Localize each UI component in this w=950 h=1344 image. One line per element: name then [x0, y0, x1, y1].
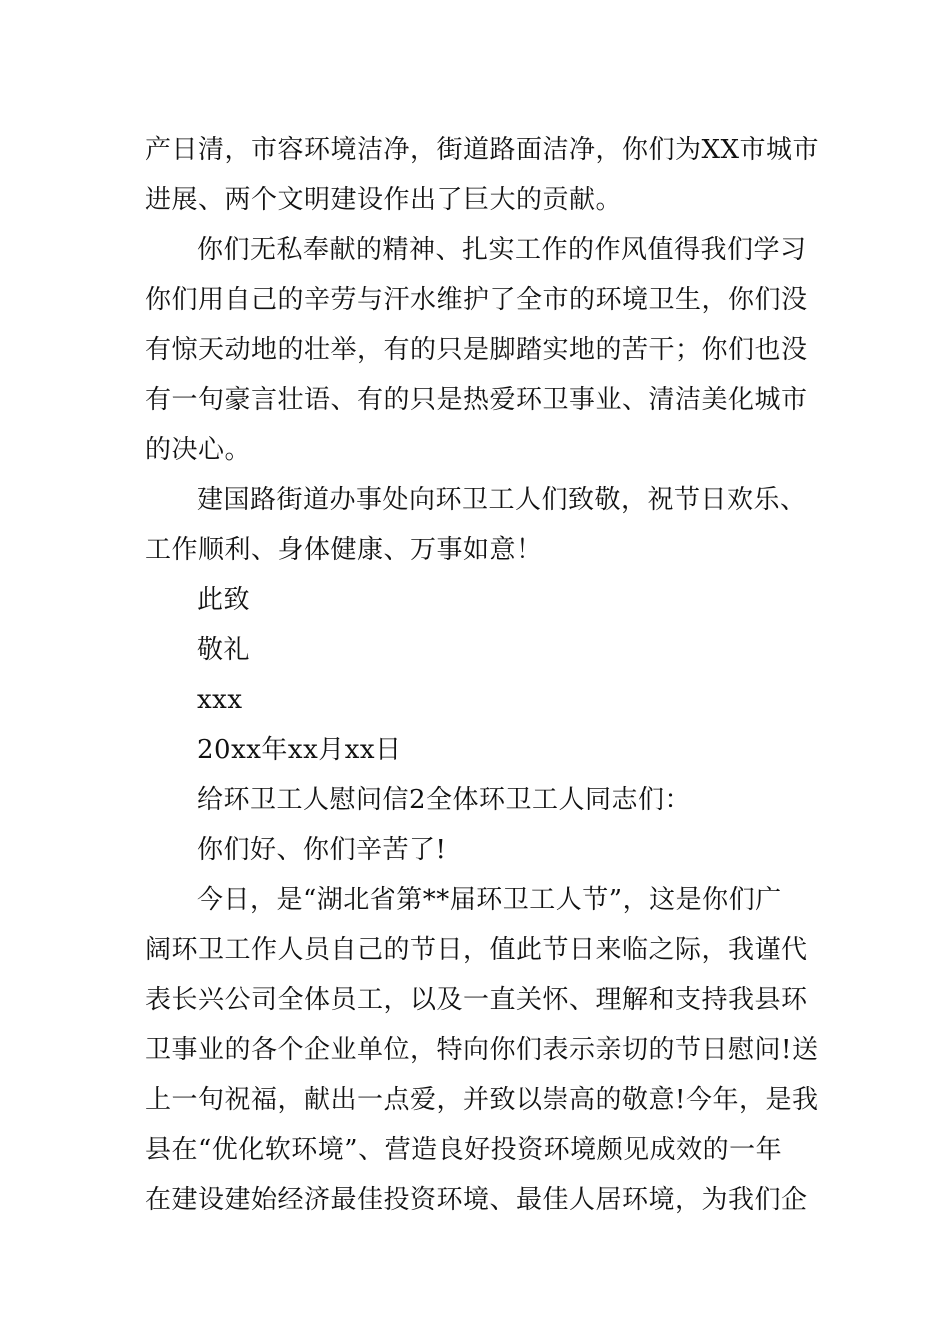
signature-date: 20xx年xx月xx日 — [197, 735, 402, 765]
text-line: 在建设建始经济最佳投资环境、最佳人居环境，为我们企 — [145, 1185, 808, 1215]
text-line: 产日清，市容环境洁净，街道路面洁净，你们为XX市城市 — [145, 135, 820, 165]
text-line: 进展、两个文明建设作出了巨大的贡献。 — [145, 185, 623, 215]
text-line: 县在“优化软环境”、营造良好投资环境颇见成效的一年 — [145, 1135, 783, 1165]
closing-salutation: 此致 — [197, 585, 251, 615]
paragraph-start-line: 建国路街道办事处向环卫工人们致敬，祝节日欢乐、 — [197, 485, 807, 515]
text-line: 的决心。 — [145, 435, 252, 465]
closing-regards: 敬礼 — [197, 635, 251, 665]
text-line: 表长兴公司全体员工，以及一直关怀、理解和支持我县环 — [145, 985, 808, 1015]
signature-name: xxx — [197, 685, 243, 715]
text-line: 卫事业的各个企业单位，特向你们表示亲切的节日慰问!送 — [145, 1035, 819, 1065]
greeting-line: 你们好、你们辛苦了! — [197, 835, 447, 865]
text-line: 你们用自己的辛劳与汗水维护了全市的环境卫生，你们没 — [145, 285, 808, 315]
letter-heading: 给环卫工人慰问信2全体环卫工人同志们： — [197, 785, 692, 815]
text-line: 上一句祝福，献出一点爱，并致以崇高的敬意!今年，是我 — [145, 1085, 819, 1115]
text-line: 工作顺利、身体健康、万事如意！ — [145, 535, 543, 565]
text-line: 有一句豪言壮语、有的只是热爱环卫事业、清洁美化城市 — [145, 385, 808, 415]
paragraph-start-line: 你们无私奉献的精神、扎实工作的作风值得我们学习 — [197, 235, 807, 265]
text-line: 有惊天动地的壮举，有的只是脚踏实地的苦干；你们也没 — [145, 335, 808, 365]
text-line: 阔环卫工作人员自己的节日，值此节日来临之际，我谨代 — [145, 935, 808, 965]
paragraph-start-line: 今日，是“湖北省第**届环卫工人节”，这是你们广 — [197, 885, 782, 915]
